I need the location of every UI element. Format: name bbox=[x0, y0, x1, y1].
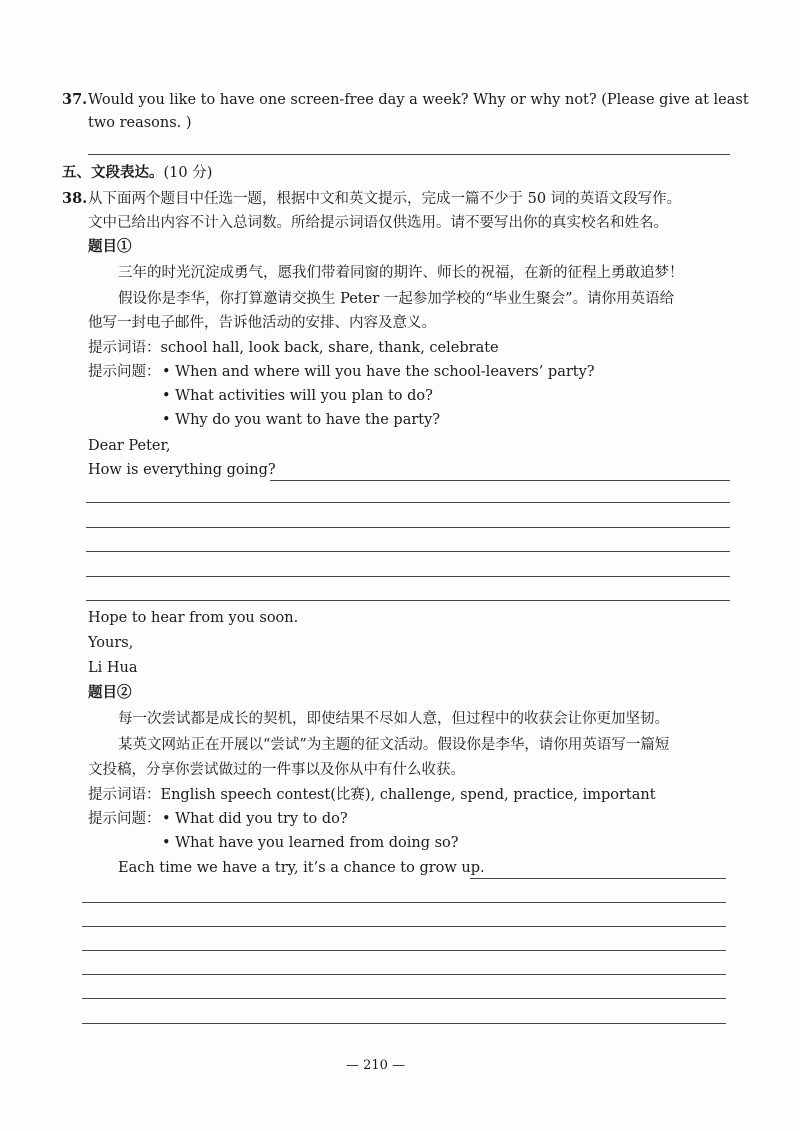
topic1-question-3: • Why do you want to have the party? bbox=[162, 412, 441, 428]
q38-intro-line1: 从下面两个题目中任选一题，根据中文和英文提示，完成一篇不少于 50 词的英语文段写作。 bbox=[88, 191, 682, 207]
page-number: — 210 — bbox=[346, 1058, 406, 1073]
topic2-hint-words: 提示词语：English speech contest(比赛), challenge, spend, practice, important bbox=[88, 787, 656, 803]
topic2-opening: Each time we have a try, it’s a chance to grow up. bbox=[118, 860, 485, 876]
topic1-hint-words: 提示词语：school hall, look back, share, thank, celebrate bbox=[88, 340, 499, 356]
topic2-answer-line[interactable] bbox=[82, 902, 726, 903]
topic1-answer-line[interactable] bbox=[86, 527, 730, 528]
letter-greeting: Dear Peter, bbox=[88, 438, 171, 454]
topic2-answer-line[interactable] bbox=[82, 998, 726, 999]
topic2-answer-line[interactable] bbox=[470, 878, 726, 879]
topic2-para1: 每一次尝试都是成长的契机，即使结果不尽如人意，但过程中的收获会让你更加坚韧。 bbox=[118, 711, 669, 727]
topic1-para1: 三年的时光沉淀成勇气，愿我们带着同窗的期许、师长的祝福，在新的征程上勇敢追梦！ bbox=[118, 265, 684, 281]
letter-opening: How is everything going? bbox=[88, 462, 276, 478]
topic2-label: 题目② bbox=[88, 684, 132, 701]
topic1-answer-line[interactable] bbox=[86, 600, 730, 601]
q38-number: 38. bbox=[62, 190, 88, 207]
letter-closing: Hope to hear from you soon. bbox=[88, 610, 299, 626]
topic2-answer-line[interactable] bbox=[82, 1023, 726, 1024]
topic1-questions-label: 提示问题： bbox=[88, 364, 161, 380]
q37-line2: two reasons. ) bbox=[88, 115, 192, 131]
topic1-para2-line2: 他写一封电子邮件，告诉他活动的安排、内容及意义。 bbox=[88, 315, 436, 331]
topic1-question-1: • When and where will you have the school-leavers’ party? bbox=[162, 364, 595, 380]
topic2-answer-line[interactable] bbox=[82, 974, 726, 975]
topic1-answer-line[interactable] bbox=[86, 576, 730, 577]
q37-line1: Would you like to have one screen-free day a week? Why or why not? (Please give at least bbox=[88, 92, 749, 108]
topic2-answer-line[interactable] bbox=[82, 950, 726, 951]
q37-answer-line[interactable] bbox=[88, 154, 730, 155]
topic2-questions-label: 提示问题： bbox=[88, 811, 161, 827]
topic2-question-2: • What have you learned from doing so? bbox=[162, 835, 459, 851]
topic1-para2-line1: 假设你是李华，你打算邀请交换生 Peter 一起参加学校的“毕业生聚会”。请你用英语给 bbox=[118, 291, 675, 307]
letter-signature: Li Hua bbox=[88, 660, 138, 676]
topic1-answer-line[interactable] bbox=[86, 502, 730, 503]
topic2-para2-line2: 文投稿，分享你尝试做过的一件事以及你从中有什么收获。 bbox=[88, 762, 465, 778]
section-heading: 五、文段表达。(10 分) bbox=[62, 164, 213, 181]
letter-signoff: Yours, bbox=[88, 635, 134, 651]
q37-number: 37. bbox=[62, 91, 88, 108]
topic2-answer-line[interactable] bbox=[82, 926, 726, 927]
topic1-label: 题目① bbox=[88, 238, 132, 255]
topic2-question-1: • What did you try to do? bbox=[162, 811, 348, 827]
topic1-question-2: • What activities will you plan to do? bbox=[162, 388, 433, 404]
topic1-answer-line[interactable] bbox=[86, 551, 730, 552]
topic2-para2-line1: 某英文网站正在开展以“尝试”为主题的征文活动。假设你是李华，请你用英语写一篇短 bbox=[118, 737, 670, 753]
q38-intro-line2: 文中已给出内容不计入总词数。所给提示词语仅供选用。请不要写出你的真实校名和姓名。 bbox=[88, 215, 668, 231]
topic1-answer-line[interactable] bbox=[270, 480, 730, 481]
